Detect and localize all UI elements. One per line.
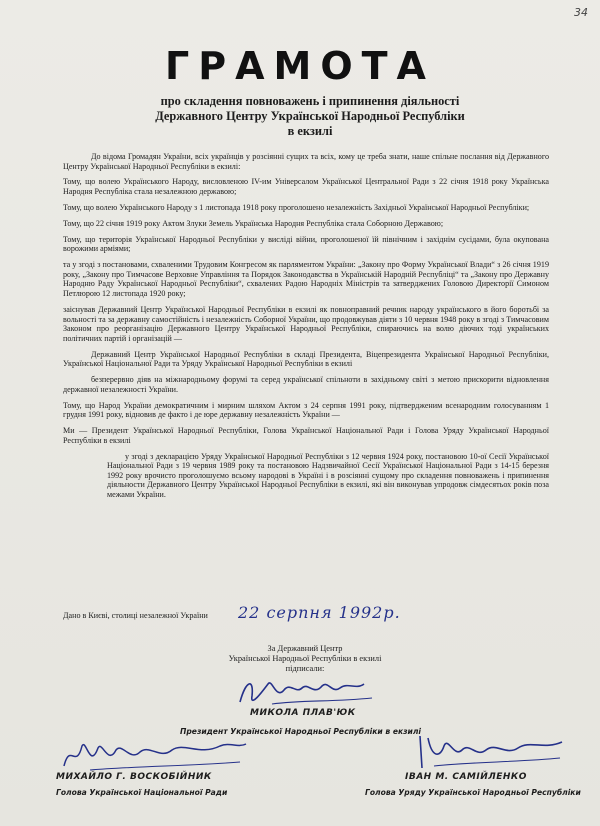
council-head-signature [60, 736, 250, 776]
paragraph: та у згоді з постановами, схваленими Трудовим Конгресом як парляментом України: „Закону про Форму Української Влади“ з 26 січня 1919 року, „Закону про Тимчасове Верховне Управління та Порядок Законодавства в Українській Народній Республіці“ та „Закону про Державну Народню Раду Української Народньої Республіки“, схвалених Радою Народніх Міністрів та затверджених Головою Директорії Симоном Петлюрою 12 листопада 1920 року; [63, 260, 549, 299]
paragraph: Тому, що територія Української Народньої Республіки у висліді війни, проголошеної їй північним і західнім сусідами, була окупована ворожими арміями; [63, 234, 549, 254]
president-role: Президент Української Народньої Республіки в екзилі [180, 727, 422, 736]
signature-header-line: За Державний Центр [267, 644, 343, 653]
paragraph: у згоді з декларацією Уряду Української Народньої Республіки з 12 червня 1924 року, постановою 10-ої Сесії Української Національної Ради з 19 червня 1989 року та постановою Надзвичайної Сесії Української Національної Ради з 14-15 березня 1992 року врочисто проголошуємо всьому народові в Україні і в розсіянні сущому про складення повноважень і припинення діяльности Державного Центру Української Народньої Республіки в екзилі, які він виконував упродовж сімдесятьох років поза межами України. [107, 451, 549, 499]
document-title: ГРАМОТА [165, 44, 435, 88]
handwritten-date: 22 серпня 1992р. [238, 603, 401, 622]
government-head-role: Голова Уряду Української Народньої Республіки [365, 788, 581, 797]
page-number: 34 [574, 6, 588, 19]
document-subtitle [60, 94, 560, 139]
president-name: МИКОЛА ПЛАВ'ЮК [250, 708, 356, 718]
paragraph: До відома Громадян України, всіх українців у розсіянні сущих та всіх, кому це треба знати, наше спільне послання від Державного Центру Української Народньої Республіки в екзилі: [63, 152, 549, 171]
paragraph: Ми — Президент Української Народньої Республіки, Голова Української Національної Ради і Голова Уряду Української Народньої Республіки в екзилі [63, 426, 549, 445]
signature-header-line: підписали: [285, 664, 325, 673]
subtitle-line: Державного Центру Української Народньої Республіки [155, 109, 465, 123]
signature-header-line: Української Народньої Республіки в екзилі [228, 654, 382, 663]
subtitle-line: про складення повноважень і припинення діяльності [160, 94, 460, 108]
date-line: Дано в Києві, столиці незалежної України [63, 611, 208, 620]
council-head-name: МИХАЙЛО Г. ВОСКОБІЙНИК [56, 772, 212, 782]
paragraph: Тому, що Народ України демократичним і мирним шляхом Актом з 24 серпня 1991 року, підтвердженим всенародним голосуванням 1 грудня 1991 року, відновив де факто і де юре державну незалежність України — [63, 400, 549, 420]
government-head-name: ІВАН М. САМІЙЛЕНКО [405, 772, 527, 782]
paragraph: заіснував Державний Центр Української Народньої Республіки в екзилі як повноправний речник народу українського в його боротьбі за вольності та за державну самостійність і незалежність Соборної України, що продовжував діяти з 10 червня 1948 року в згоді з Тимчасовим Законом про реорганізацію Державного Центру Української Народньої Республіки, спираючись на волю діючих тоді українських політичних партій і організацій — [63, 304, 549, 343]
paragraph: Тому, що 22 січня 1919 року Актом Злуки Земель Українська Народня Республіка стала Соборною Державою; [63, 218, 444, 228]
paragraph: безперервно діяв на міжнародньому форумі та серед української спільноти в західньому світі з метою прискорити відновлення державної незалежності України. [63, 375, 549, 394]
subtitle-line: в екзилі [287, 124, 333, 138]
paragraph: Тому, що волею Українського Народу з 1 листопада 1918 року проголошено незалежність Західньої Української Народньої Республіки; [63, 202, 530, 212]
government-head-signature [410, 728, 570, 774]
council-head-role: Голова Української Національної Ради [56, 788, 228, 797]
document-body [63, 152, 549, 506]
paragraph: Тому, що волею Українського Народу, висловленою IV-им Універсалом Української Центральної Ради з 22 січня 1918 року Українська Народня Республіка стала незалежною державою; [63, 177, 549, 197]
paragraph: Державний Центр Української Народньої Республіки в складі Президента, Віцепрезидента Української Народньої Республіки, Української Національної Ради та Уряду Української Народньої Республіки в екзилі [63, 349, 549, 369]
signature-header [200, 644, 410, 674]
